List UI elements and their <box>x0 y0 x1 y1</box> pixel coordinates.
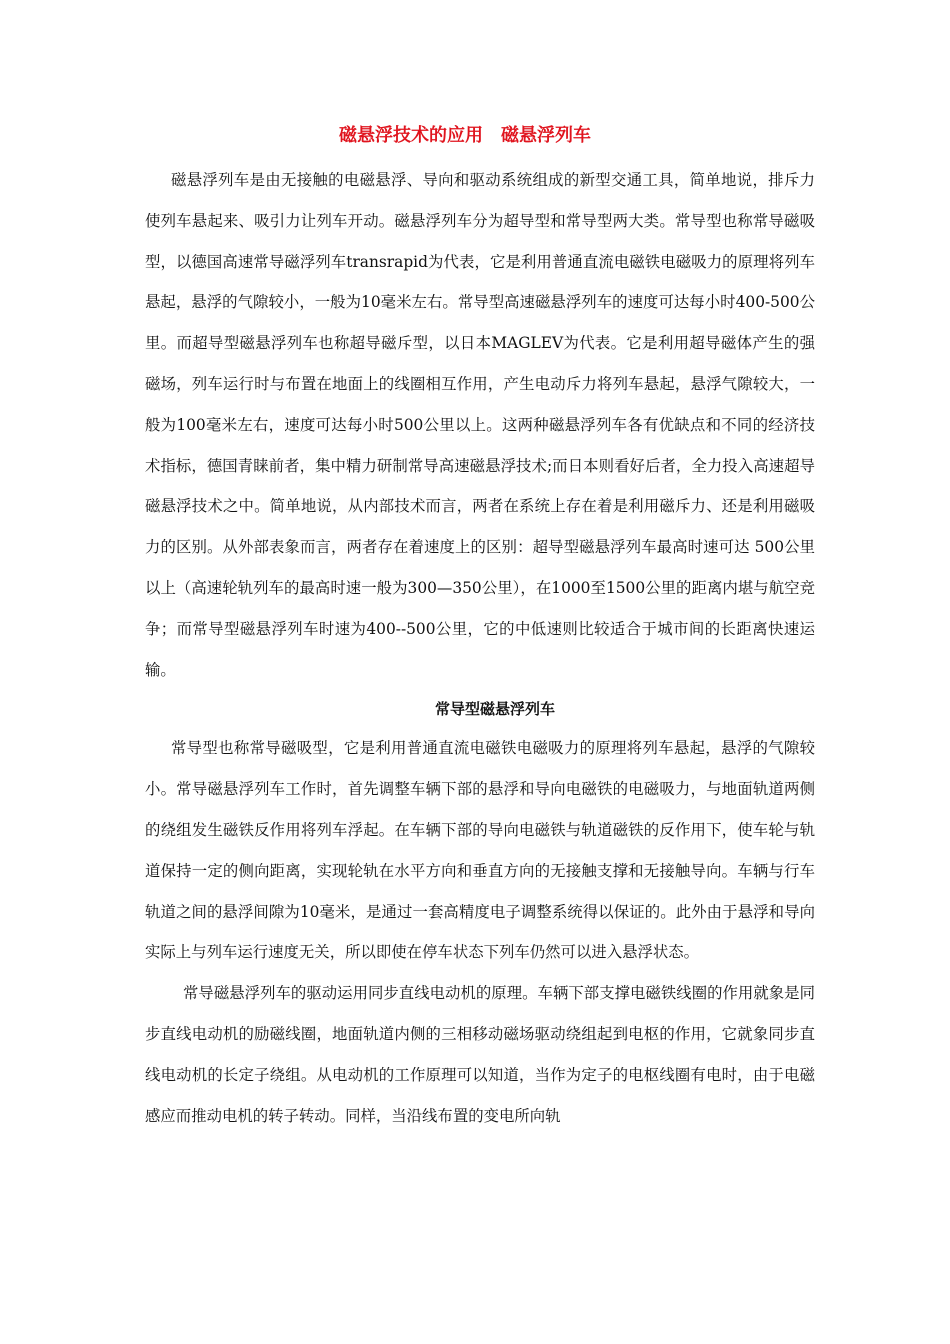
section-paragraph-1: 常导型也称常导磁吸型，它是利用普通直流电磁铁电磁吸力的原理将列车悬起，悬浮的气隙较小。常导磁悬浮列车工作时，首先调整车辆下部的悬浮和导向电磁铁的电磁吸力，与地面轨道两侧的绕组发生磁铁反作用将列车浮起。在车辆下部的导向电磁铁与轨道磁铁的反作用下，使车轮与轨道保持一定的侧向距离，实现轮轨在水平方向和垂直方向的无接触支撑和无接触导向。车辆与行车轨道之间的悬浮间隙为10毫米，是通过一套高精度电子调整系统得以保证的。此外由于悬浮和导向实际上与列车运行速度无关，所以即使在停车状态下列车仍然可以进入悬浮状态。 <box>145 739 815 962</box>
section-paragraph-2: 常导磁悬浮列车的驱动运用同步直线电动机的原理。车辆下部支撑电磁铁线圈的作用就象是同步直线电动机的励磁线圈，地面轨道内侧的三相移动磁场驱动绕组起到电枢的作用，它就象同步直线电动机的长定子绕组。从电动机的工作原理可以知道，当作为定子的电枢线圈有电时，由于电磁感应而推动电机的转子转动。同样，当沿线布置的变电所向轨 <box>145 984 815 1125</box>
document-body <box>145 118 815 1136</box>
section-heading: 常导型磁悬浮列车 <box>434 700 555 719</box>
intro-paragraph: 磁悬浮列车是由无接触的电磁悬浮、导向和驱动系统组成的新型交通工具，简单地说，排斥力使列车悬起来、吸引力让列车开动。磁悬浮列车分为超导型和常导型两大类。常导型也称常导磁吸型，以德国高速常导磁浮列车transrapid为代表，它是利用普通直流电磁铁电磁吸力的原理将列车悬起，悬浮的气隙较小，一般为10毫米左右。常导型高速磁悬浮列车的速度可达每小时400-500公里。而超导型磁悬浮列车也称超导磁斥型，以日本MAGLEV为代表。它是利用超导磁体产生的强磁场，列车运行时与布置在地面上的线圈相互作用，产生电动斥力将列车悬起，悬浮气隙较大，一般为100毫米左右，速度可达每小时500公里以上。这两种磁悬浮列车各有优缺点和不同的经济技术指标，德国青睐前者，集中精力研制常导高速磁悬浮技术;而日本则看好后者，全力投入高速超导磁悬浮技术之中。简单地说，从内部技术而言，两者在系统上存在着是利用磁斥力、还是利用磁吸力的区别。从外部表象而言，两者存在着速度上的区别：超导型磁悬浮列车最高时速可达 500公里以上（高速轮轨列车的最高时速一般为300—350公里），在1000至1500公里的距离内堪与航空竞争；而常导型磁悬浮列车时速为400--500公里，它的中低速则比较适合于城市间的长距离快速运输。 <box>145 171 815 679</box>
document-title: 磁悬浮技术的应用 磁悬浮列车 <box>339 125 591 146</box>
